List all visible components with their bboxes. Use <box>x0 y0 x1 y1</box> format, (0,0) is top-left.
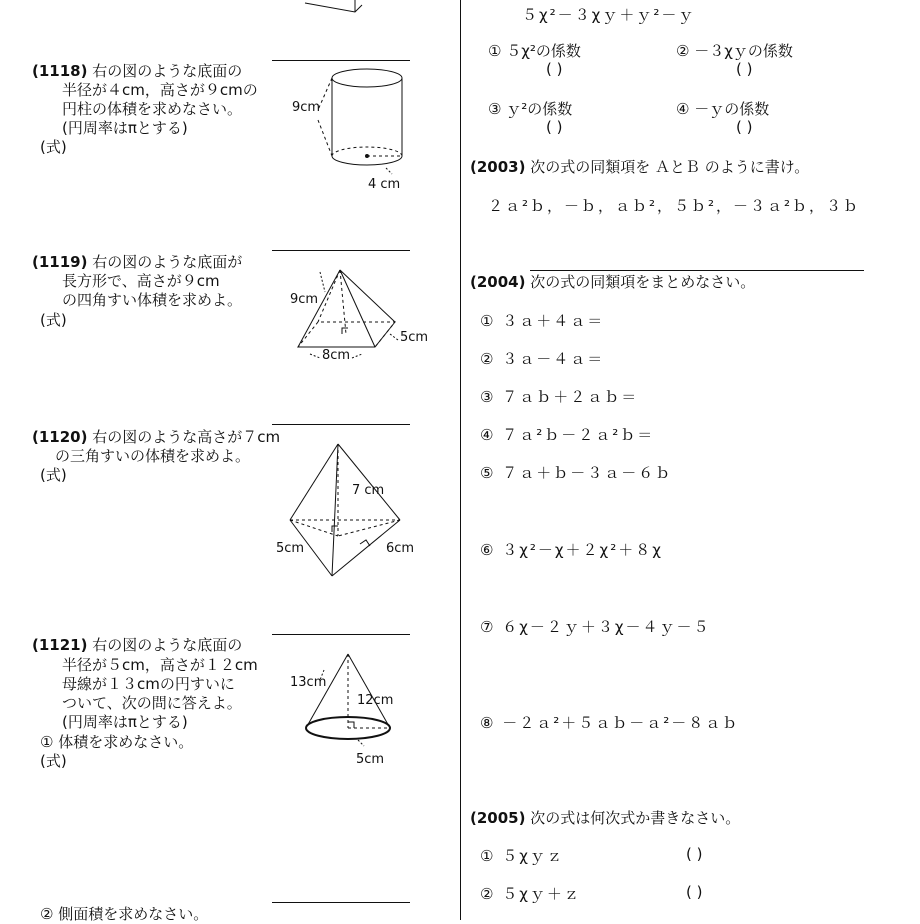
problem-number: (1119) <box>32 253 88 271</box>
problem-text: 次の式の同類項をまとめなさい。 <box>530 273 756 291</box>
simplify-item-3: ③ ７ａｂ＋２ａｂ＝ <box>480 388 639 406</box>
problem-1118 <box>32 60 242 81</box>
height-label: 7 cm <box>352 483 385 498</box>
problem-1119 <box>32 251 242 272</box>
problem-text-line: の三角すいの体積を求めよ。 <box>55 447 251 465</box>
answer-paren: ( ) <box>736 60 753 78</box>
problem-text-line: (円周率はπとする) <box>62 119 188 137</box>
formula-label: (式) <box>40 752 67 770</box>
height-label: 9cm <box>290 292 319 307</box>
left-edge-label: 5cm <box>276 541 305 556</box>
coef-item-4: ④ －ｙの係数 <box>676 100 770 118</box>
problem-number: (2004) <box>470 273 526 291</box>
column-divider <box>460 0 461 920</box>
problem-text-line: 半径が５cm，高さが１２cm <box>62 656 258 674</box>
formula-label: (式) <box>40 311 67 329</box>
problem-text-line: 母線が１３cmの円すいに <box>62 675 235 693</box>
problem-text-line: 右の図のような底面が <box>92 253 243 271</box>
problem-text-line: ついて、次の問に答えよ。 <box>62 694 242 712</box>
answer-line <box>272 250 410 251</box>
problem-text-line: の四角すい体積を求めよ。 <box>62 291 243 309</box>
problem-number: (2005) <box>470 809 526 827</box>
answer-line <box>272 424 410 425</box>
height-label: 9cm <box>292 100 321 115</box>
simplify-item-4: ④ ７ａ²ｂ－２ａ²ｂ＝ <box>480 426 655 444</box>
coef-item-2: ② －３χｙの係数 <box>676 42 793 60</box>
problem-text-line: (円周率はπとする) <box>62 713 188 731</box>
problem-text-line: 右の図のような高さが７cm <box>92 428 281 446</box>
radius-label: 5cm <box>356 752 385 767</box>
simplify-item-7: ⑦ ６χ－２ｙ＋３χ－４ｙ－５ <box>480 618 711 636</box>
answer-paren: ( ) <box>686 845 703 863</box>
simplify-item-6: ⑥ ３χ²－χ＋２χ²＋８χ <box>480 541 663 559</box>
problem-text-line: 半径が４cm，高さが９cmの <box>62 81 258 99</box>
subquestion-2: ② 側面積を求めなさい。 <box>40 905 209 923</box>
answer-line <box>272 634 410 635</box>
problem-text-line: 円柱の体積を求めなさい。 <box>62 100 243 118</box>
problem-number: (1118) <box>32 62 88 80</box>
problem-2005 <box>470 807 740 828</box>
problem-text: 次の式は何次式か書きなさい。 <box>530 809 741 827</box>
simplify-item-2: ② ３ａ－４ａ＝ <box>480 350 605 368</box>
answer-paren: ( ) <box>546 118 563 136</box>
degree-item-1: ① ５χｙｚ <box>480 847 564 865</box>
subquestion-1: ① 体積を求めなさい。 <box>40 733 194 751</box>
problem-text-line: 長方形で、高さが９cm <box>62 272 220 290</box>
coef-item-3: ③ ｙ²の係数 <box>488 100 573 118</box>
term-list: ２ａ²ｂ，－ｂ，ａｂ²，５ｂ²，－３ａ²ｂ，３ｂ <box>488 197 861 215</box>
answer-line <box>272 902 410 903</box>
square-pyramid-figure <box>290 262 430 372</box>
slant-height-label: 13cm <box>290 675 327 690</box>
problem-text-line: 右の図のような底面の <box>92 636 243 654</box>
coef-item-1: ① ５χ²の係数 <box>488 42 581 60</box>
right-edge-label: 6cm <box>386 541 415 556</box>
simplify-item-8: ⑧ －２ａ²＋５ａｂ－ａ²－８ａｂ <box>480 714 740 732</box>
problem-number: (1121) <box>32 636 88 654</box>
expression: ５χ²－３χｙ＋ｙ²－ｙ <box>522 6 696 24</box>
problem-2004 <box>470 271 755 292</box>
degree-item-2: ② ５χｙ＋ｚ <box>480 885 581 903</box>
problem-2003 <box>470 156 809 177</box>
height-label: 12cm <box>357 693 394 708</box>
problem-1120 <box>32 426 280 447</box>
formula-label: (式) <box>40 138 67 156</box>
triangular-pyramid-figure <box>280 436 420 586</box>
simplify-item-5: ⑤ ７ａ＋ｂ－３ａ－６ｂ <box>480 464 673 482</box>
answer-paren: ( ) <box>546 60 563 78</box>
formula-label: (式) <box>40 466 67 484</box>
answer-paren: ( ) <box>736 118 753 136</box>
radius-label: 4 cm <box>368 177 401 192</box>
base-label: 8cm <box>322 348 351 363</box>
problem-number: (2003) <box>470 158 526 176</box>
simplify-item-1: ① ３ａ＋４ａ＝ <box>480 312 605 330</box>
problem-text-line: 右の図のような底面の <box>92 62 243 80</box>
problem-text: 次の式の同類項を ＡとＢ のように書け。 <box>530 158 810 176</box>
cylinder-figure <box>290 60 430 200</box>
side-label: 5cm <box>400 330 429 345</box>
answer-paren: ( ) <box>686 883 703 901</box>
problem-number: (1120) <box>32 428 88 446</box>
problem-1121 <box>32 634 242 655</box>
